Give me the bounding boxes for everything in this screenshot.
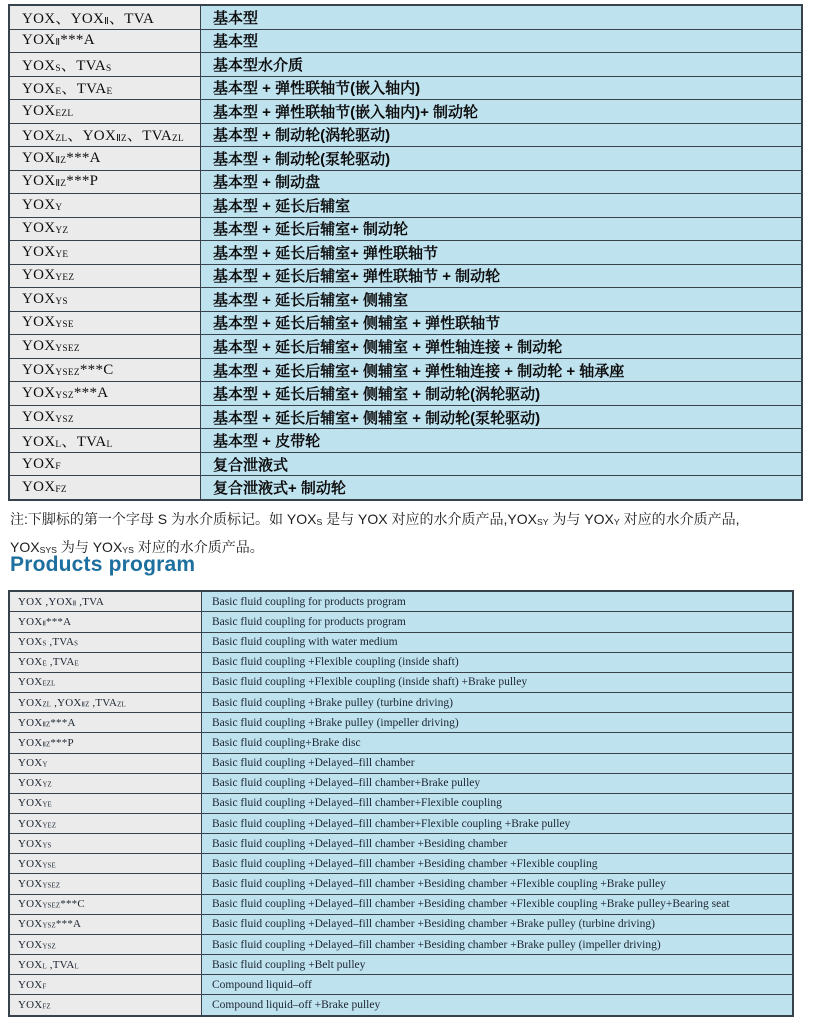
footnote-line-2: YOXSYS 为与 YOXYS 对应的水介质产品。	[10, 538, 264, 555]
table-row	[9, 358, 802, 382]
table-row	[9, 753, 793, 773]
model-cell: YOXYS	[9, 834, 202, 854]
description-cell: 基本型 + 制动轮(泵轮驱动)	[201, 147, 803, 171]
table-row	[9, 5, 802, 29]
model-cell: YOXⅡZ***P	[9, 170, 201, 194]
description-cell: Basic fluid coupling +Delayed–fill chamber+Flexible coupling +Brake pulley	[202, 814, 794, 834]
model-subscript: YZ	[55, 226, 69, 237]
description-cell: 基本型 + 延长后辅室+ 侧辅室	[201, 288, 803, 312]
model-subscript: YEZ	[55, 273, 75, 284]
description-cell: Basic fluid coupling +Delayed–fill chamber	[202, 753, 794, 773]
model-cell: YOXYSEZ	[9, 335, 201, 359]
table-row	[9, 170, 802, 194]
model-cell: YOXFZ	[9, 995, 202, 1016]
table-row	[9, 264, 802, 288]
description-cell: Basic fluid coupling +Flexible coupling (inside shaft)	[202, 652, 794, 672]
model-cell: YOX ,YOXⅡ ,TVA	[9, 591, 202, 612]
table-row	[9, 733, 793, 753]
description-cell: Basic fluid coupling +Flexible coupling (inside shaft) +Brake pulley	[202, 672, 794, 692]
model-cell: YOXYSEZ	[9, 874, 202, 894]
model-subscript: Ⅱ	[55, 38, 61, 49]
model-subscript: F	[55, 461, 61, 472]
description-cell: 基本型	[201, 29, 803, 53]
table-row	[9, 311, 802, 335]
model-subscript: FZ	[42, 1003, 51, 1011]
footnote-line-1: 注:下脚标的第一个字母 S 为水介质标记。如 YOXS 是与 YOX 对应的水介质产品,YOXSY 为与 YOXY 对应的水介质产品,	[10, 511, 740, 527]
table-row	[9, 995, 793, 1016]
description-cell: Basic fluid coupling +Delayed–fill chamber +Besiding chamber +Brake pulley (turbine driving)	[202, 914, 794, 934]
description-cell: 基本型 + 延长后辅室+ 侧辅室 + 弹性联轴节	[201, 311, 803, 335]
table-row	[9, 429, 802, 453]
model-cell: YOXYSEZ***C	[9, 894, 202, 914]
model-cell: YOXⅡ***A	[9, 612, 202, 632]
model-subscript: ⅡZ	[42, 721, 51, 729]
description-cell: 基本型 + 弹性联轴节(嵌入轴内)+ 制动轮	[201, 100, 803, 124]
table-row	[9, 241, 802, 265]
description-cell: Compound liquid–off	[202, 975, 794, 995]
table-row	[9, 53, 802, 77]
model-cell: YOX、YOXⅡ、TVA	[9, 5, 201, 29]
table-row	[9, 288, 802, 312]
model-subscript: ⅡZ	[116, 134, 127, 145]
model-cell: YOXS、TVAS	[9, 53, 201, 77]
model-subscript: YEZ	[42, 822, 57, 830]
table-row	[9, 476, 802, 500]
model-cell: YOXZL、YOXⅡZ、TVAZL	[9, 123, 201, 147]
table-row	[9, 874, 793, 894]
model-subscript: EZL	[55, 108, 74, 119]
model-cell: YOXY	[9, 194, 201, 218]
description-cell: 基本型 + 皮带轮	[201, 429, 803, 453]
model-cell: YOXL、TVAL	[9, 429, 201, 453]
description-cell: Basic fluid coupling with water medium	[202, 632, 794, 652]
model-cell: YOXF	[9, 975, 202, 995]
description-cell: 基本型 + 延长后辅室+ 侧辅室 + 弹性轴连接 + 制动轮	[201, 335, 803, 359]
model-cell: YOXYS	[9, 288, 201, 312]
description-cell: 基本型 + 延长后辅室+ 侧辅室 + 弹性轴连接 + 制动轮 + 轴承座	[201, 358, 803, 382]
description-cell: Basic fluid coupling +Delayed–fill chamber +Besiding chamber +Flexible coupling +Brake pulley+Bearing seat	[202, 894, 794, 914]
models-table-english	[8, 590, 794, 1017]
table-row	[9, 217, 802, 241]
table-row	[9, 894, 793, 914]
description-cell: 基本型 + 延长后辅室+ 弹性联轴节	[201, 241, 803, 265]
model-cell: YOXF	[9, 452, 201, 476]
description-cell: 基本型 + 制动轮(涡轮驱动)	[201, 123, 803, 147]
model-cell: YOXYSZ	[9, 934, 202, 954]
model-subscript: YSZ	[42, 943, 56, 951]
table-row	[9, 975, 793, 995]
description-cell: Basic fluid coupling +Delayed–fill chamber +Besiding chamber +Brake pulley (impeller driving)	[202, 934, 794, 954]
model-subscript: L	[42, 963, 47, 971]
table-row	[9, 814, 793, 834]
description-cell: 基本型 + 延长后辅室+ 侧辅室 + 制动轮(涡轮驱动)	[201, 382, 803, 406]
description-cell: 基本型	[201, 5, 803, 29]
models-table-chinese-body	[9, 5, 802, 500]
model-subscript: YSEZ	[55, 343, 80, 354]
description-cell: 基本型 + 弹性联轴节(嵌入轴内)	[201, 76, 803, 100]
table-row	[9, 100, 802, 124]
description-cell: Basic fluid coupling +Brake pulley (turbine driving)	[202, 693, 794, 713]
model-subscript: Ⅱ	[42, 620, 46, 628]
model-subscript: ⅡZ	[55, 179, 67, 190]
description-cell: 基本型 + 制动盘	[201, 170, 803, 194]
model-cell: YOXYEZ	[9, 264, 201, 288]
table-row	[9, 591, 793, 612]
model-cell: YOXZL ,YOXⅡZ ,TVAZL	[9, 693, 202, 713]
table-row	[9, 405, 802, 429]
description-cell: 基本型 + 延长后辅室	[201, 194, 803, 218]
table-row	[9, 934, 793, 954]
table-row	[9, 335, 802, 359]
model-subscript: S	[55, 63, 61, 74]
table-row	[9, 854, 793, 874]
model-cell: YOXY	[9, 753, 202, 773]
model-subscript: YZ	[42, 781, 52, 789]
model-subscript: ZL	[42, 701, 52, 709]
model-cell: YOXYZ	[9, 773, 202, 793]
description-cell: Basic fluid coupling for products program	[202, 612, 794, 632]
model-subscript: S	[316, 516, 323, 527]
table-row	[9, 632, 793, 652]
description-cell: Basic fluid coupling +Delayed–fill chamber +Besiding chamber +Flexible coupling	[202, 854, 794, 874]
model-cell: YOXYSE	[9, 311, 201, 335]
description-cell: 基本型 + 延长后辅室+ 弹性联轴节 + 制动轮	[201, 264, 803, 288]
table-row	[9, 652, 793, 672]
description-cell: Basic fluid coupling+Brake disc	[202, 733, 794, 753]
model-subscript: YSEZ	[42, 882, 61, 890]
description-cell: 复合泄液式	[201, 452, 803, 476]
model-subscript: S	[74, 640, 79, 648]
table-row	[9, 955, 793, 975]
description-cell: 基本型 + 延长后辅室+ 侧辅室 + 制动轮(泵轮驱动)	[201, 405, 803, 429]
table-row	[9, 914, 793, 934]
model-subscript: L	[74, 963, 79, 971]
model-subscript: YSE	[42, 862, 56, 870]
model-subscript: SY	[536, 516, 549, 527]
model-subscript: Ⅱ	[104, 16, 109, 27]
model-subscript: S	[106, 63, 112, 74]
model-subscript: YSEZ	[55, 367, 80, 378]
model-subscript: YE	[42, 802, 52, 810]
model-subscript: YSE	[55, 320, 74, 331]
model-cell: YOXYEZ	[9, 814, 202, 834]
section-title: Products program	[10, 553, 196, 576]
model-cell: YOXYSZ***A	[9, 914, 202, 934]
model-subscript: Y	[55, 202, 63, 213]
model-subscript: F	[42, 983, 47, 991]
model-subscript: SYS	[39, 544, 57, 555]
model-subscript: ⅡZ	[55, 155, 67, 166]
model-subscript: EZL	[42, 681, 56, 689]
model-cell: YOXYSEZ***C	[9, 358, 201, 382]
model-subscript: L	[106, 439, 113, 450]
model-cell: YOXYE	[9, 241, 201, 265]
model-subscript: ZL	[172, 134, 185, 145]
models-table-chinese	[8, 4, 803, 501]
model-cell: YOXYSZ***A	[9, 382, 201, 406]
table-row	[9, 672, 793, 692]
table-row	[9, 147, 802, 171]
description-cell: Basic fluid coupling +Belt pulley	[202, 955, 794, 975]
table-row	[9, 123, 802, 147]
table-row	[9, 452, 802, 476]
table-row	[9, 612, 793, 632]
model-subscript: YSZ	[55, 414, 74, 425]
model-subscript: Y	[613, 516, 620, 527]
model-cell: YOXYSE	[9, 854, 202, 874]
model-cell: YOXEZL	[9, 100, 201, 124]
model-subscript: ZL	[117, 701, 126, 709]
model-subscript: FZ	[55, 485, 67, 496]
table-row	[9, 793, 793, 813]
description-cell: 基本型 + 延长后辅室+ 制动轮	[201, 217, 803, 241]
model-subscript: S	[42, 640, 47, 648]
table-row	[9, 713, 793, 733]
table-row	[9, 29, 802, 53]
model-subscript: E	[55, 87, 62, 98]
model-subscript: ⅡZ	[81, 701, 90, 709]
model-subscript: E	[74, 661, 79, 668]
description-cell: Basic fluid coupling +Delayed–fill chamber +Besiding chamber +Flexible coupling +Brake pulley	[202, 874, 794, 894]
table-row	[9, 773, 793, 793]
table-row	[9, 382, 802, 406]
table-row	[9, 834, 793, 854]
model-subscript: L	[55, 439, 62, 450]
model-subscript: YS	[55, 296, 68, 307]
description-cell: 基本型水介质	[201, 53, 803, 77]
model-subscript: ZL	[55, 134, 68, 145]
model-subscript: YSEZ	[42, 902, 61, 910]
model-subscript: Y	[42, 761, 48, 769]
model-cell: YOXEZL	[9, 672, 202, 692]
model-subscript: YS	[42, 842, 52, 850]
model-subscript: YSZ	[55, 390, 74, 401]
model-subscript: E	[106, 87, 113, 98]
description-cell: 复合泄液式+ 制动轮	[201, 476, 803, 500]
model-subscript: YSZ	[42, 923, 56, 931]
description-cell: Basic fluid coupling for products program	[202, 591, 794, 612]
model-cell: YOXYZ	[9, 217, 201, 241]
model-subscript: YE	[55, 249, 69, 260]
model-subscript: ⅡZ	[42, 741, 51, 749]
description-cell: Basic fluid coupling +Delayed–fill chamber+Flexible coupling	[202, 793, 794, 813]
model-cell: YOXE ,TVAE	[9, 652, 202, 672]
description-cell: Compound liquid–off +Brake pulley	[202, 995, 794, 1016]
model-subscript: YS	[122, 544, 134, 555]
table-row	[9, 76, 802, 100]
table-row	[9, 693, 793, 713]
model-cell: YOXⅡZ***A	[9, 713, 202, 733]
model-cell: YOXL ,TVAL	[9, 955, 202, 975]
model-subscript: E	[42, 661, 47, 668]
model-subscript: Ⅱ	[72, 600, 77, 608]
model-cell: YOXⅡZ***A	[9, 147, 201, 171]
model-cell: YOXS ,TVAS	[9, 632, 202, 652]
model-cell: YOXⅡ***A	[9, 29, 201, 53]
model-cell: YOXE、TVAE	[9, 76, 201, 100]
description-cell: Basic fluid coupling +Delayed–fill chamber+Brake pulley	[202, 773, 794, 793]
model-cell: YOXⅡZ***P	[9, 733, 202, 753]
model-cell: YOXYSZ	[9, 405, 201, 429]
models-table-english-body	[9, 591, 793, 1016]
table-row	[9, 194, 802, 218]
model-cell: YOXYE	[9, 793, 202, 813]
model-cell: YOXFZ	[9, 476, 201, 500]
description-cell: Basic fluid coupling +Delayed–fill chamber +Besiding chamber	[202, 834, 794, 854]
description-cell: Basic fluid coupling +Brake pulley (impeller driving)	[202, 713, 794, 733]
